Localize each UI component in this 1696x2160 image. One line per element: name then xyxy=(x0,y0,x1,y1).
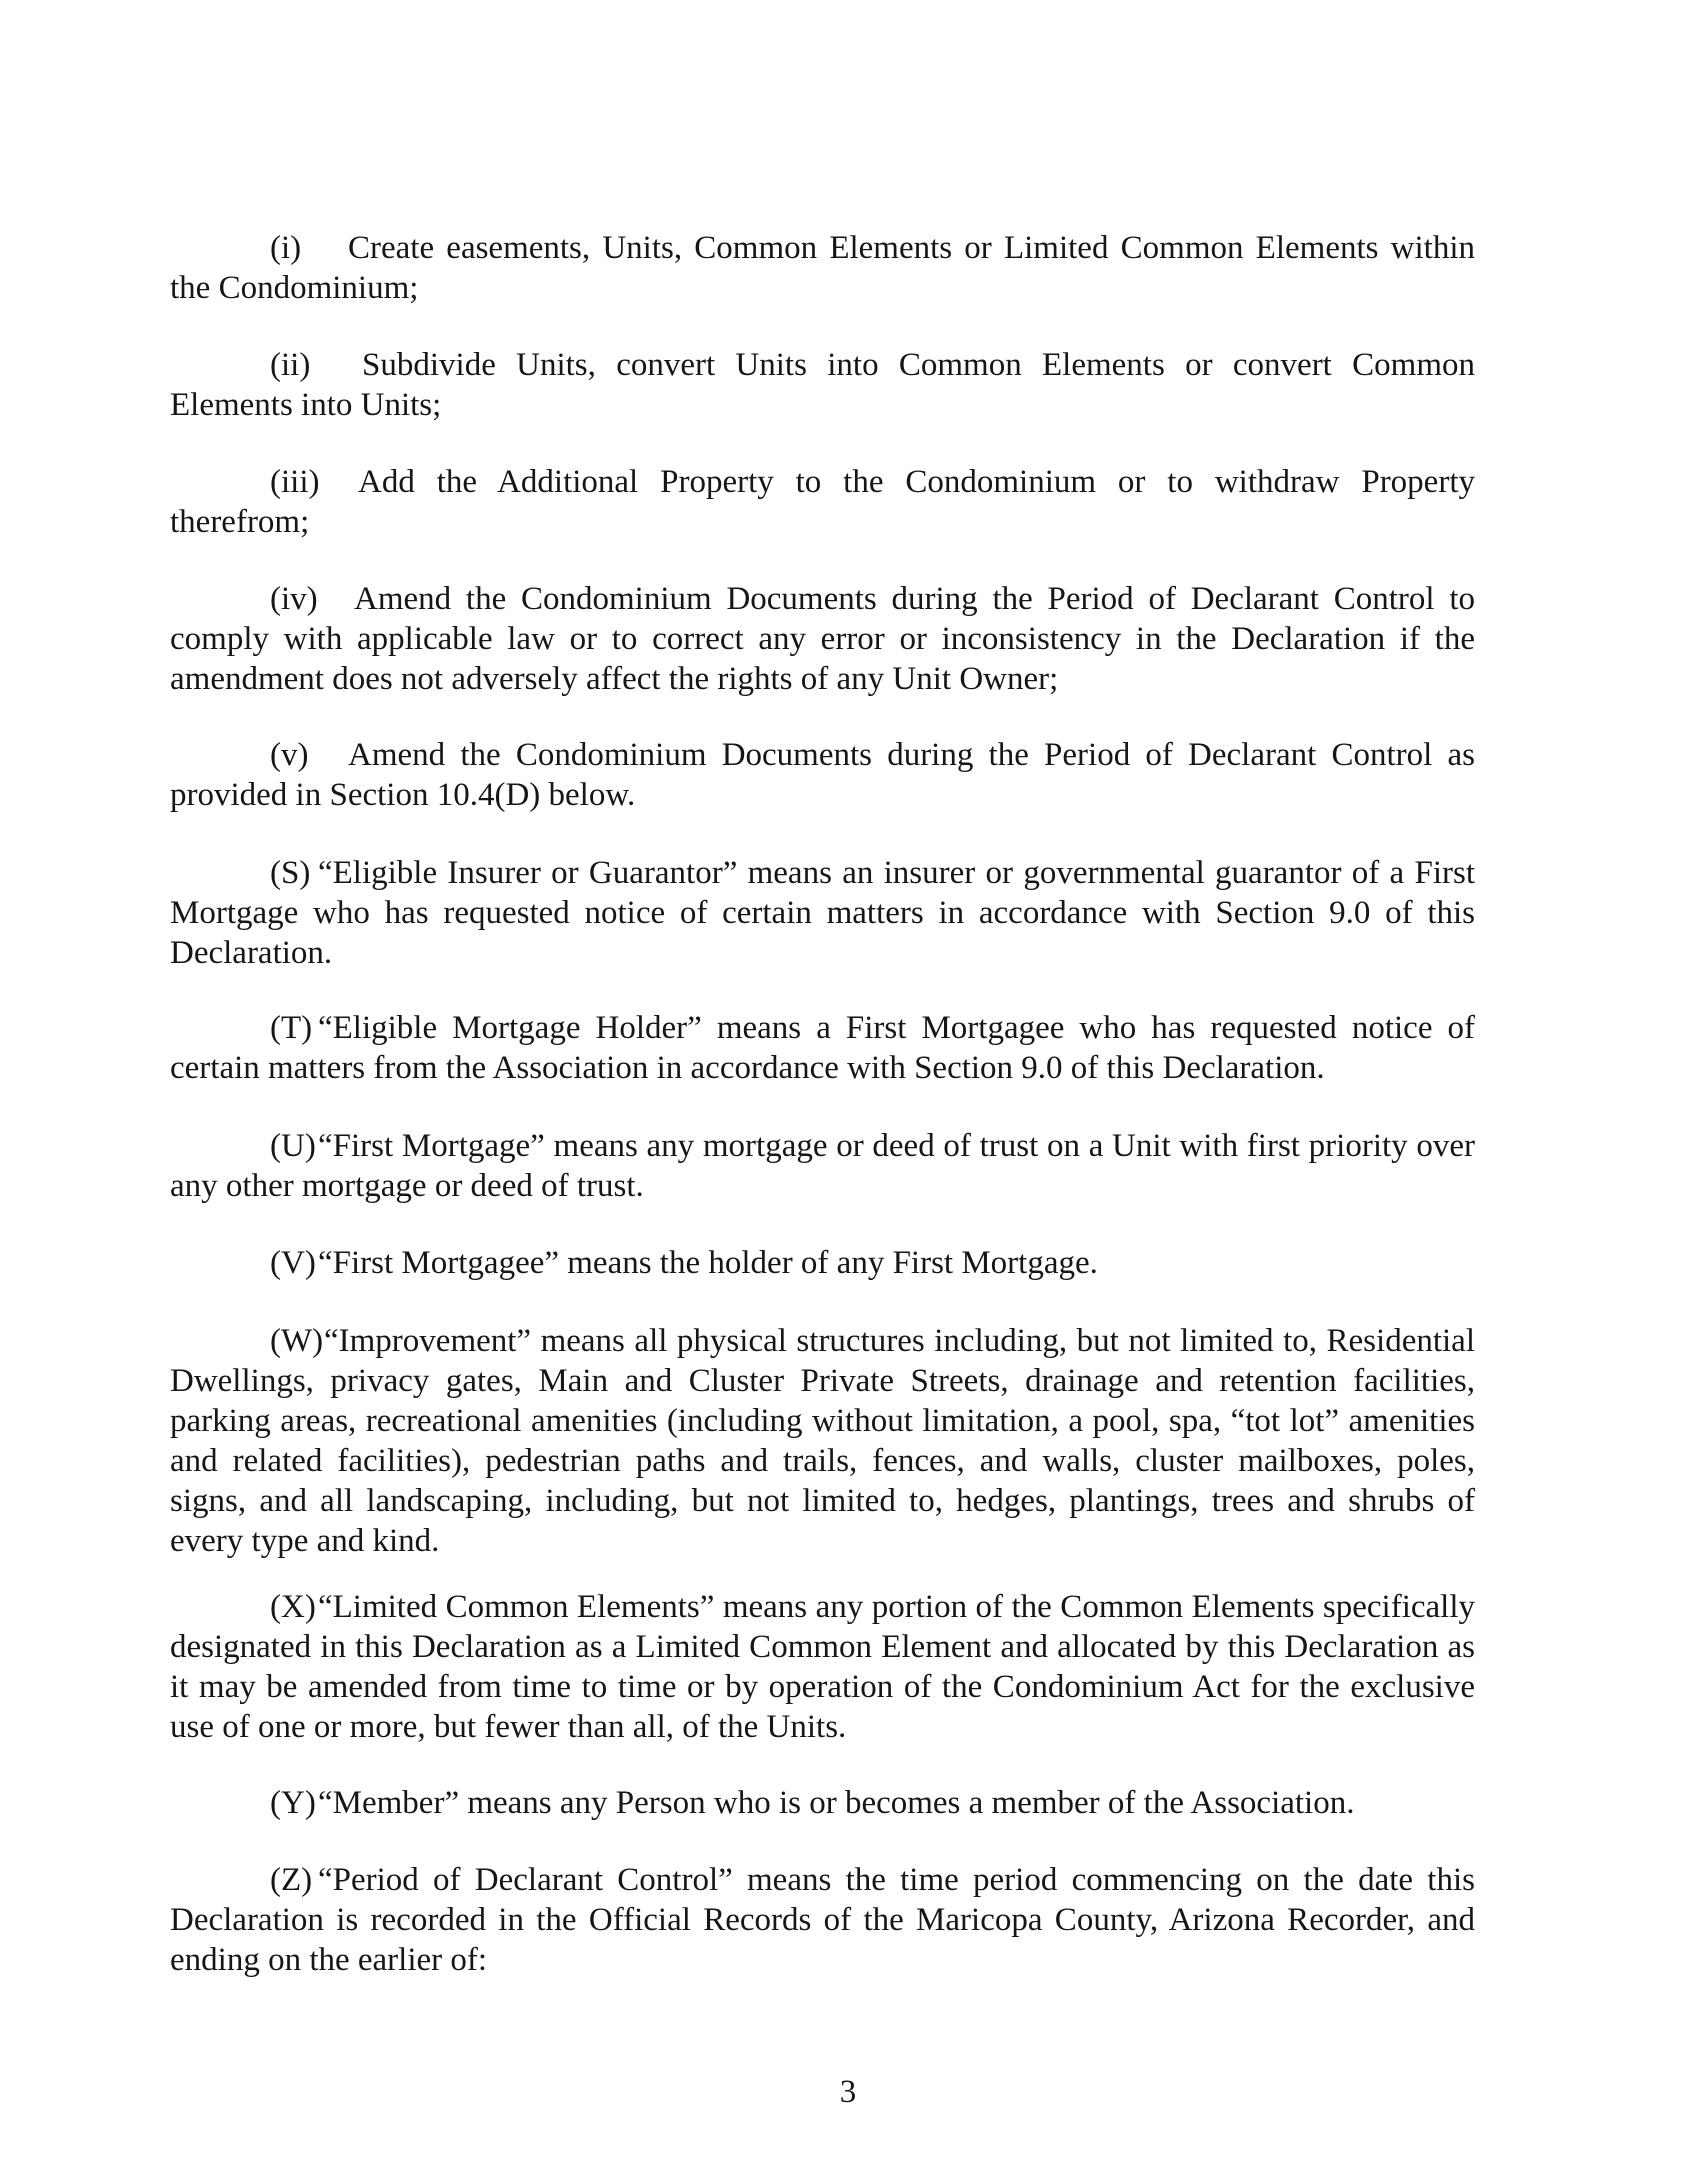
definition-text: “Eligible Mortgage Holder” means a First Mortgagee who has requested notice of certain matters from the Association in accordance with Section 9.0 of this Declaration. xyxy=(170,1010,1475,1086)
section-marker: (U) xyxy=(270,1128,316,1164)
definition-text: “Period of Declarant Control” means the time period commencing on the date this Declaration is recorded in the Official Records of the Maricopa County, Arizona Recorder, and ending on the earlier of: xyxy=(170,1862,1475,1978)
definition-paragraph xyxy=(170,1243,1475,1283)
definition-text: “Member” means any Person who is or becomes a member of the Association. xyxy=(318,1785,1355,1821)
section-marker: (Z) xyxy=(270,1862,313,1898)
definition-text: “Improvement” means all physical structures including, but not limited to, Residential Dwellings, privacy gates, Main and Cluster Private Streets, drainage and retention facilities, parking areas, recreational amenities (including without limitation, a pool, spa, “tot lot” amenities and related facilities), pedestrian paths and trails, fences, and walls, cluster mailboxes, poles, signs, and all landscaping, including, but not limited to, hedges, plantings, trees and shrubs of every type and kind. xyxy=(170,1323,1475,1559)
item-marker: (iv) xyxy=(270,581,318,617)
definition-paragraph xyxy=(170,853,1475,973)
section-marker: (V) xyxy=(270,1245,316,1281)
definition-paragraph xyxy=(170,1008,1475,1088)
definition-paragraph xyxy=(170,1126,1475,1206)
definition-text: “Eligible Insurer or Guarantor” means an insurer or governmental guarantor of a First Mortgage who has requested notice of certain matters in accordance with Section 9.0 of this Declaration. xyxy=(170,855,1475,971)
item-marker: (iii) xyxy=(270,464,320,500)
section-marker: (X) xyxy=(270,1589,316,1625)
item-marker: (i) xyxy=(270,230,302,266)
item-text: Add the Additional Property to the Condominium or to withdraw Property therefrom; xyxy=(170,464,1475,540)
section-marker: (W) xyxy=(270,1323,324,1359)
list-item xyxy=(170,228,1475,308)
list-item xyxy=(170,345,1475,425)
definition-paragraph xyxy=(170,1321,1475,1561)
definition-text: “First Mortgagee” means the holder of any First Mortgage. xyxy=(318,1245,1098,1281)
item-text: Subdivide Units, convert Units into Common Elements or convert Common Elements into Units; xyxy=(170,347,1475,423)
definition-text: “First Mortgage” means any mortgage or deed of trust on a Unit with first priority over any other mortgage or deed of trust. xyxy=(170,1128,1475,1204)
item-marker: (v) xyxy=(270,737,309,773)
item-marker: (ii) xyxy=(270,347,311,383)
section-marker: (T) xyxy=(270,1010,313,1046)
list-item xyxy=(170,462,1475,542)
definition-paragraph xyxy=(170,1587,1475,1747)
definition-paragraph xyxy=(170,1783,1475,1823)
item-text: Amend the Condominium Documents during the Period of Declarant Control as provided in Section 10.4(D) below. xyxy=(170,737,1475,813)
page-number: 3 xyxy=(839,2074,857,2110)
definition-text: “Limited Common Elements” means any portion of the Common Elements specifically designated in this Declaration as a Limited Common Element and allocated by this Declaration as it may be amended from time to time or by operation of the Condominium Act for the exclusive use of one or more, but fewer than all, of the Units. xyxy=(170,1589,1475,1745)
section-marker: (S) xyxy=(270,855,311,891)
item-text: Amend the Condominium Documents during the Period of Declarant Control to comply with applicable law or to correct any error or inconsistency in the Declaration if the amendment does not adversely affect the rights of any Unit Owner; xyxy=(170,581,1475,697)
definition-paragraph xyxy=(170,1860,1475,1980)
section-marker: (Y) xyxy=(270,1785,316,1821)
list-item xyxy=(170,579,1475,699)
list-item xyxy=(170,735,1475,815)
item-text: Create easements, Units, Common Elements or Limited Common Elements within the Condominium; xyxy=(170,230,1475,306)
